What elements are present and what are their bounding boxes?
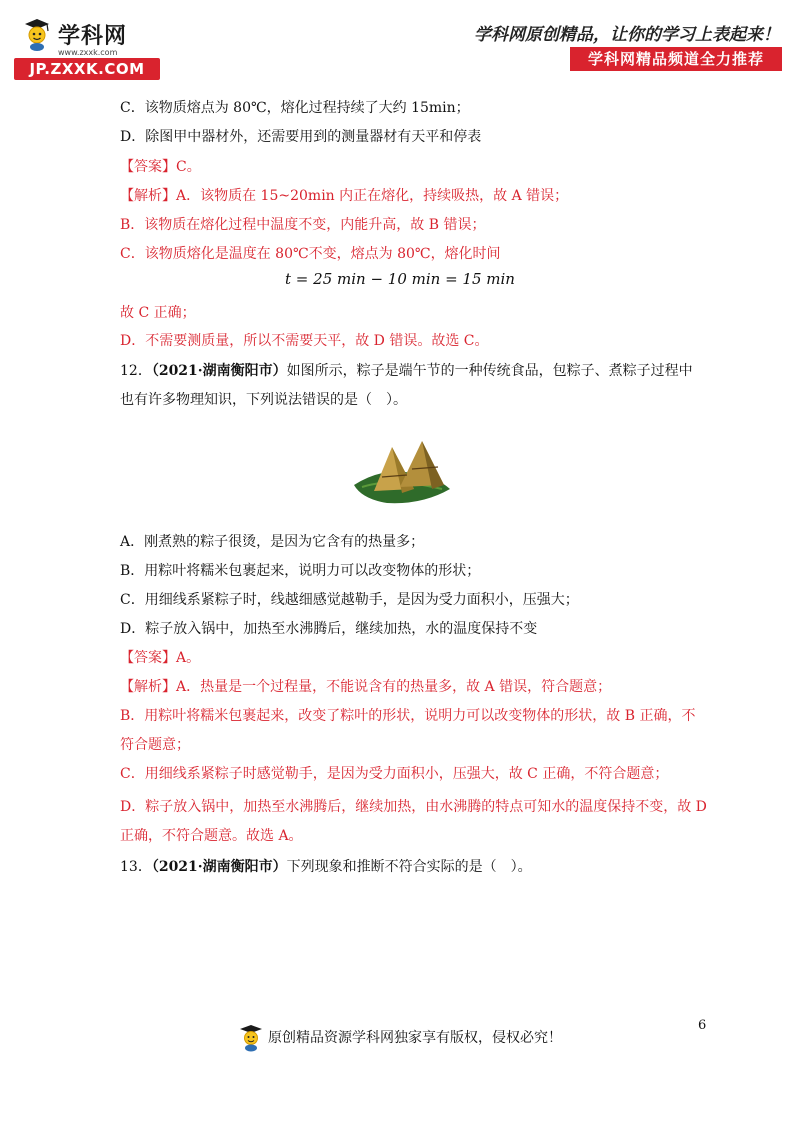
zongzi-image (352, 427, 452, 507)
q12-analysis-a: 【解析】A．热量是一个过程量，不能说含有的热量多，故 A 错误，符合题意； (120, 679, 612, 695)
q12-analysis-c: C．用细线系紧粽子时感觉勒手，是因为受力面积小，压强大，故 C 正确，不符合题意； (120, 766, 669, 782)
mascot-icon (238, 1022, 264, 1052)
q11-analysis-b: B．该物质在熔化过程中温度不变，内能升高，故 B 错误； (120, 217, 486, 233)
q12-stem-text: 如图所示，粽子是端午节的一种传统食品，包粽子、煮粽子过程中 (286, 363, 693, 379)
q11-option-d: D．除图甲中器材外，还需要用到的测量器材有天平和停表 (120, 129, 482, 145)
q12-option-c: C．用细线系紧粽子时，线越细感觉越勒手，是因为受力面积小，压强大； (120, 592, 579, 608)
header-slogan: 学科网原创精品，让你的学习上表起来！ (474, 25, 780, 45)
mascot-icon (22, 16, 52, 52)
logo-text: 学科网 (58, 23, 128, 49)
q12-source: （2021·湖南衡阳市） (151, 363, 287, 379)
page-number: 6 (698, 1018, 707, 1033)
q12-analysis-b2: 符合题意； (120, 737, 190, 753)
page-header (0, 0, 800, 80)
page-footer (0, 1022, 800, 1056)
q13-stem (120, 857, 720, 877)
footer-line (238, 1022, 562, 1052)
zxxk-logo[interactable] (14, 14, 160, 78)
logo-url: JP.ZXXK.COM (14, 58, 160, 80)
q12-option-a: A．刚煮熟的粽子很烫，是因为它含有的热量多； (120, 534, 425, 550)
q12-option-d: D．粽子放入锅中，加热至水沸腾后，继续加热，水的温度保持不变 (120, 621, 538, 637)
q11-analysis-a: 【解析】A．该物质在 15~20min 内正在熔化，持续吸热，故 A 错误； (120, 188, 569, 204)
q13-stem-text: 下列现象和推断不符合实际的是（ ）。 (286, 859, 532, 875)
q12-stem-line2: 也有许多物理知识，下列说法错误的是（ ）。 (120, 392, 407, 408)
q13-number: 13． (120, 859, 152, 875)
q11-analysis-c2: 故 C 正确； (120, 305, 196, 321)
q11-analysis-c: C．该物质熔化是温度在 80℃不变，熔点为 80℃，熔化时间 (120, 246, 501, 262)
q12-analysis-d1: D．粽子放入锅中，加热至水沸腾后，继续加热，由水沸腾的特点可知水的温度保持不变，故 D (120, 799, 707, 815)
q12-stem-line1 (120, 361, 720, 381)
q11-option-c: C．该物质熔点为 80℃，熔化过程持续了大约 15min； (120, 100, 470, 116)
logo-site: www.zxxk.com (58, 48, 118, 57)
q11-formula: t = 25 min − 10 min = 15 min (285, 270, 515, 288)
q12-option-b: B．用粽叶将糯米包裹起来，说明力可以改变物体的形状； (120, 563, 481, 579)
q12-analysis-b1: B．用粽叶将糯米包裹起来，改变了粽叶的形状，说明力可以改变物体的形状，故 B 正确，不 (120, 708, 696, 724)
q11-answer: 【答案】C。 (120, 159, 201, 175)
q11-analysis-d: D．不需要测质量，所以不需要天平，故 D 错误。故选 C。 (120, 333, 489, 349)
q12-number: 12． (120, 363, 152, 379)
q13-source: （2021·湖南衡阳市） (151, 859, 287, 875)
q12-analysis-d2: 正确，不符合题意。故选 A。 (120, 828, 303, 844)
header-banner: 学科网精品频道全力推荐 (570, 47, 782, 71)
q12-answer: 【答案】A。 (120, 650, 201, 666)
copyright-notice: 原创精品资源学科网独家享有版权，侵权必究！ (268, 1030, 562, 1046)
